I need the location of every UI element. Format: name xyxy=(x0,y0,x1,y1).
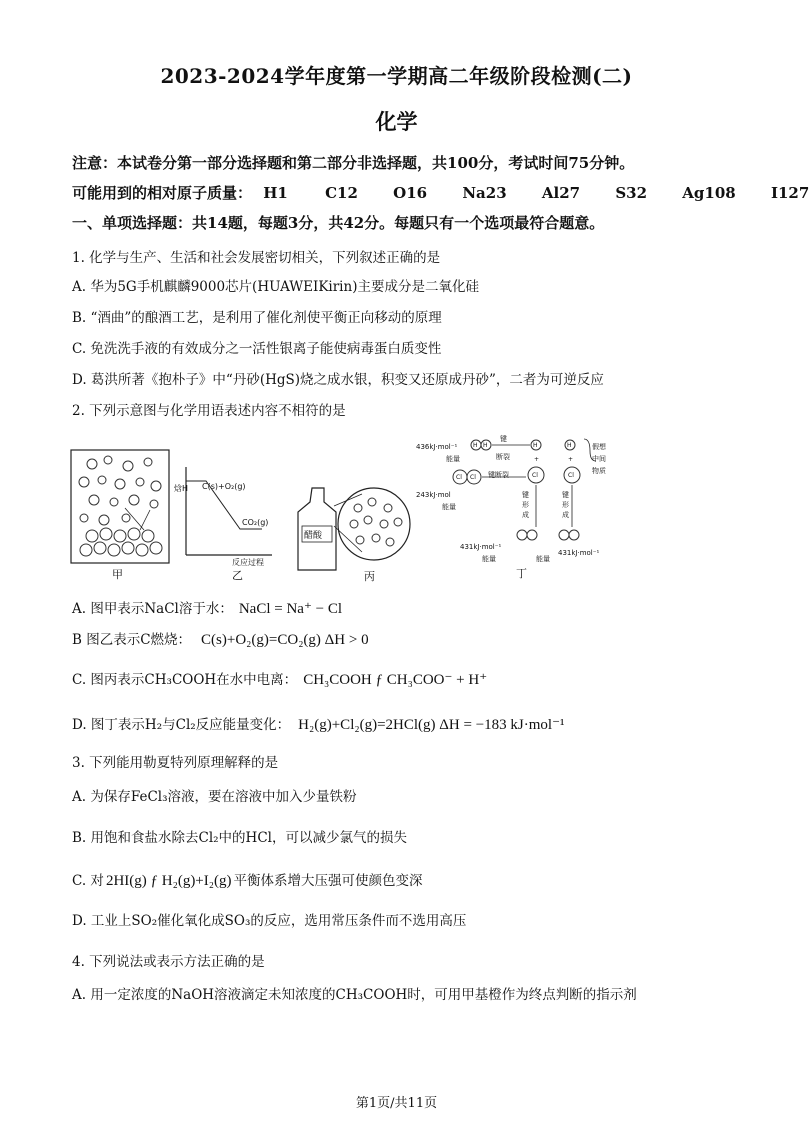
yi-xaxis-label: 反应过程 xyxy=(232,558,264,567)
section-heading: 一、单项选择题：共14题，每题3分，共42分。每题只有一个选项最符合题意。 xyxy=(72,214,605,232)
figure-bing xyxy=(290,486,412,584)
ding-state1: 假想 xyxy=(592,443,606,451)
atomic-masses-label: 可能用到的相对原子质量： xyxy=(72,184,253,202)
q2-a-formula: NaCl = Na⁺ − Cl xyxy=(238,601,343,617)
ding-jian-2: 键 xyxy=(522,491,529,499)
yi-bottom-label: CO₂(g) xyxy=(242,518,269,527)
figure-bing-label: 丙 xyxy=(364,570,375,583)
atomic-masses xyxy=(72,182,809,203)
ding-jian-3: 键 xyxy=(562,491,569,499)
ding-xing: 形 xyxy=(522,501,529,509)
atom-o: O16 xyxy=(393,184,428,202)
q2-d-formula: H₂(g)+Cl₂(g)=2HCl(g) ΔH = −183 kJ·mol⁻¹ xyxy=(298,717,565,733)
yi-top-label: C(s)+O₂(g) xyxy=(202,482,246,491)
svg-text:+: + xyxy=(568,456,574,463)
atom-h: H1 xyxy=(263,184,288,202)
ding-cheng-2: 成 xyxy=(562,511,569,519)
q2-option-c xyxy=(72,668,487,689)
svg-text:+: + xyxy=(534,456,540,463)
atom-s: S32 xyxy=(615,184,648,202)
q2-option-b xyxy=(72,628,369,649)
q3-option-a: A. 为保存FeCl₃溶液，要在溶液中加入少量铁粉 xyxy=(72,789,357,805)
q3-option-b: B. 用饱和食盐水除去Cl₂中的HCl，可以减少氯气的损失 xyxy=(72,830,407,846)
ding-e436: 436kJ·mol⁻¹ xyxy=(416,443,458,451)
q1-option-a: A. 华为5G手机麒麟9000芯片(HUAWEIKirin)主要成分是二氧化硅 xyxy=(72,279,479,295)
ding-energy-2: 能量 xyxy=(442,503,456,511)
q1-option-d: D. 葛洪所著《抱朴子》中“丹砂(HgS)烧之成水银，积变又还原成丹砂”，二者为可逆反应 xyxy=(72,372,604,388)
ding-cheng: 成 xyxy=(522,511,529,519)
q2-option-d xyxy=(72,713,565,734)
q3-c-formula: 2HI(g) ƒ H₂(g)+I₂(g) xyxy=(105,873,232,889)
ding-jian: 键 xyxy=(500,435,507,443)
svg-text:H: H xyxy=(473,442,478,449)
page-number: 第1页/共11页 xyxy=(355,1096,438,1111)
q2-c-formula: CH₃COOH ƒ CH₃COO⁻ + H⁺ xyxy=(303,672,488,688)
svg-text:H: H xyxy=(567,442,572,449)
svg-text:Cl: Cl xyxy=(568,472,574,479)
q4-option-a: A. 用一定浓度的NaOH溶液滴定未知浓度的CH₃COOH时，可用甲基橙作为终点判断的指示剂 xyxy=(72,987,637,1003)
atom-c: C12 xyxy=(325,184,358,202)
figure-jia xyxy=(70,448,172,583)
q3-stem: 3. 下列能用勒夏特列原理解释的是 xyxy=(72,755,279,771)
ding-state2: 中间 xyxy=(592,455,606,463)
ding-e431b: 431kJ·mol⁻¹ xyxy=(558,549,600,557)
figure-ding xyxy=(408,431,640,583)
ding-duanlie: 断裂 xyxy=(496,453,510,461)
q1-option-c: C. 免洗洗手液的有效成分之一活性银离子能使病毒蛋白质变性 xyxy=(72,341,442,357)
q1-option-b: B. “酒曲”的酿酒工艺，是利用了催化剂使平衡正向移动的原理 xyxy=(72,310,442,326)
q3-c-text: C. 对 xyxy=(72,873,104,889)
ding-e243: 243kJ·mol xyxy=(416,491,451,499)
notice-text: 注意：本试卷分第一部分选择题和第二部分非选择题，共100分，考试时间75分钟。 xyxy=(72,154,635,172)
figure-yi xyxy=(172,463,278,583)
atom-i: I127 xyxy=(770,184,809,202)
ding-jianduanlie: 键断裂 xyxy=(488,471,509,479)
q3-c-tail: 平衡体系增大压强可使颜色变深 xyxy=(233,873,423,889)
figure-jia-label: 甲 xyxy=(112,568,123,581)
atom-na: Na23 xyxy=(462,184,507,202)
q3-option-c xyxy=(72,869,422,890)
q2-stem: 2. 下列示意图与化学用语表述内容不相符的是 xyxy=(72,403,346,419)
yi-yaxis-label: 焓H xyxy=(174,484,189,493)
q2-a-text: A. 图甲表示NaCl溶于水： xyxy=(72,601,233,617)
q1-stem: 1. 化学与生产、生活和社会发展密切相关，下列叙述正确的是 xyxy=(72,250,441,266)
subject-title: 化学 xyxy=(375,109,418,134)
svg-text:H: H xyxy=(533,442,538,449)
ding-e431a: 431kJ·mol⁻¹ xyxy=(460,543,502,551)
ding-state3: 物质 xyxy=(592,467,606,475)
svg-text:H: H xyxy=(483,442,488,449)
bing-bottle-label: 醋酸 xyxy=(304,531,323,541)
q4-stem: 4. 下列说法或表示方法正确的是 xyxy=(72,954,265,970)
exam-title: 2023-2024学年度第一学期高二年级阶段检测(二) xyxy=(160,64,633,88)
q2-option-a xyxy=(72,597,342,618)
atom-al: Al27 xyxy=(541,184,581,202)
q2-b-formula: C(s)+O₂(g)=CO₂(g) ΔH > 0 xyxy=(201,632,369,648)
q2-c-text: C. 图丙表示CH₃COOH在水中电离： xyxy=(72,672,298,688)
svg-text:Cl: Cl xyxy=(456,474,462,481)
svg-text:Cl: Cl xyxy=(470,474,476,481)
q3-option-d: D. 工业上SO₂催化氧化成SO₃的反应，选用常压条件而不选用高压 xyxy=(72,913,467,929)
atom-ag: Ag108 xyxy=(682,184,736,202)
ding-energy-4: 能量 xyxy=(536,555,550,563)
ding-energy-3: 能量 xyxy=(482,555,496,563)
figure-ding-label: 丁 xyxy=(516,567,527,580)
ding-xing-2: 形 xyxy=(562,501,569,509)
ding-energy-1: 能量 xyxy=(446,455,460,463)
q2-d-text: D. 图丁表示H₂与Cl₂反应能量变化： xyxy=(72,717,291,733)
svg-text:Cl: Cl xyxy=(532,472,538,479)
q2-b-text: B 图乙表示C燃烧： xyxy=(72,632,192,648)
figure-yi-label: 乙 xyxy=(232,569,243,582)
